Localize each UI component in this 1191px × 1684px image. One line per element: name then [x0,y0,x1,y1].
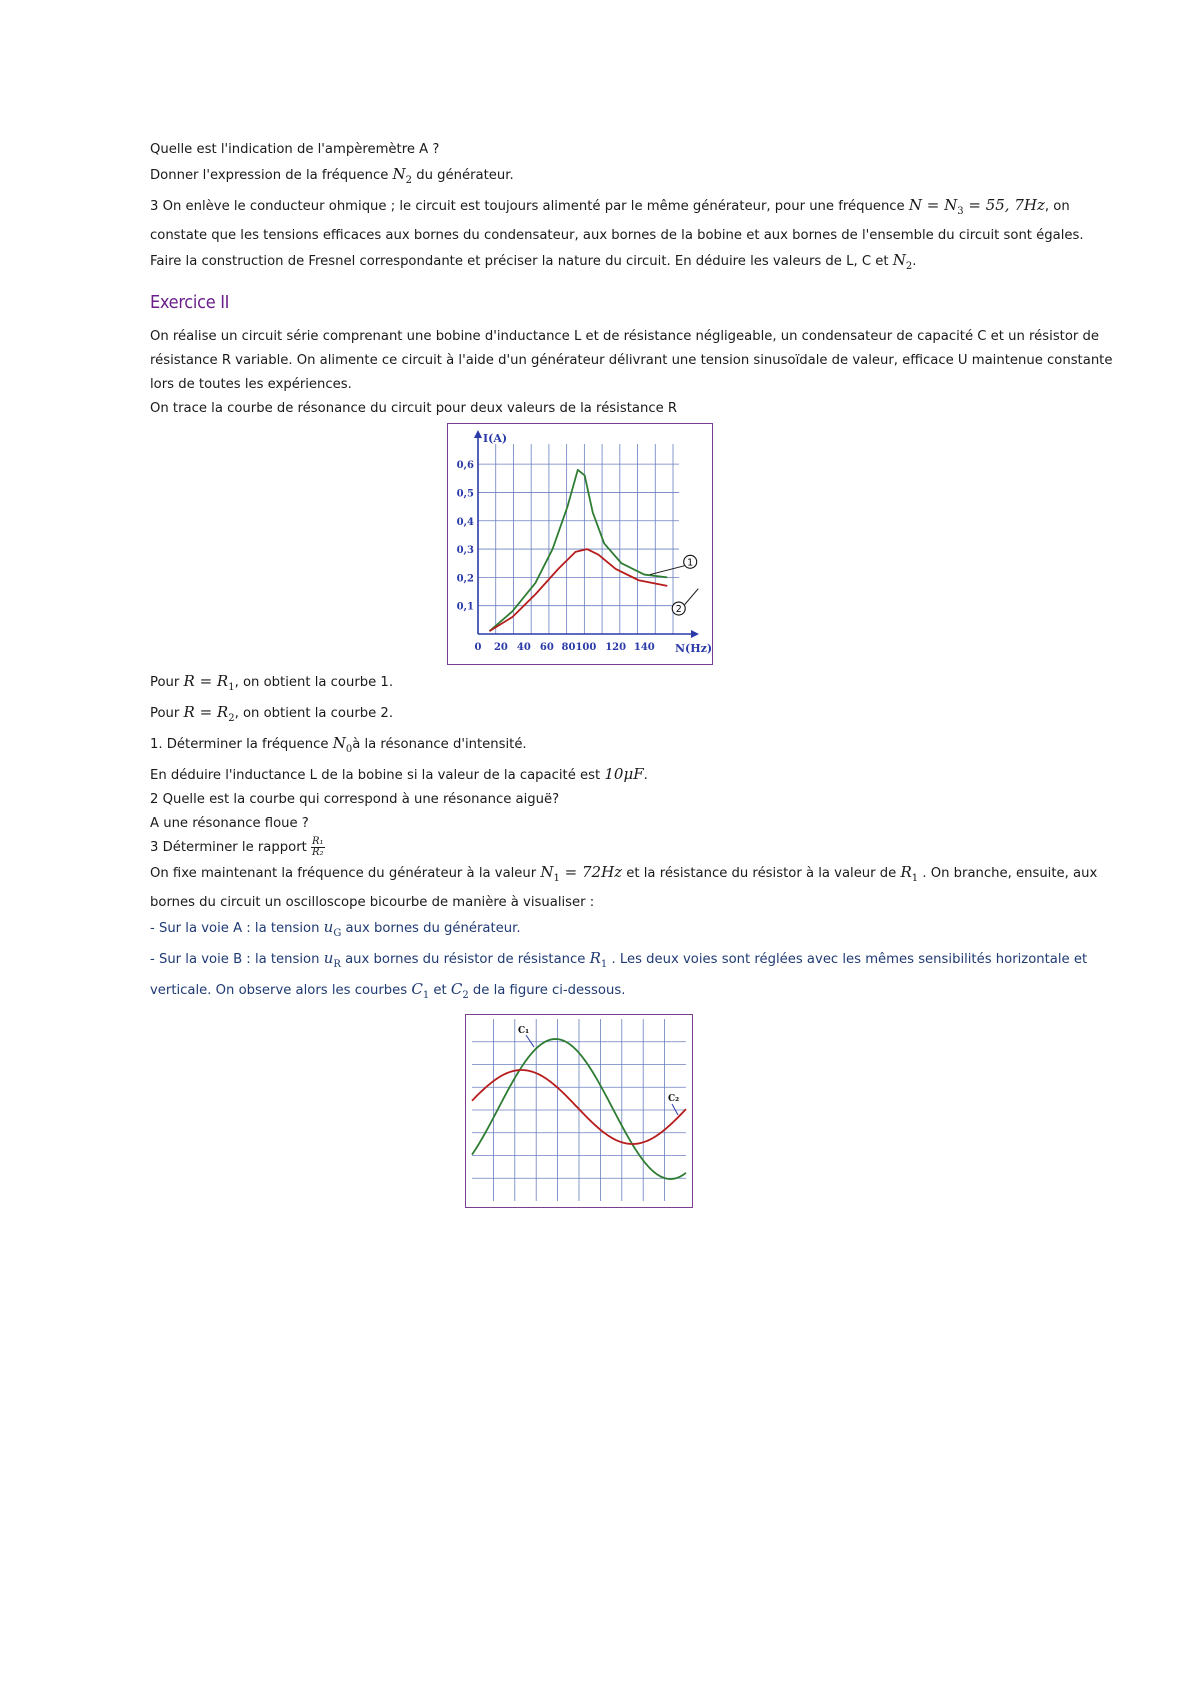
y-tick-label: 0,2 [456,573,474,585]
resonance-chart [447,423,713,665]
question-3-line1: 3 On enlève le conducteur ohmique ; le circuit est toujours alimenté par le même générateur, pour une fréquence $N = N_3 = 55$, 7Hz, on [150,196,1070,217]
question-1: 1. Déterminer la fréquence $N_0à$ la résonance d'intensité. [150,734,527,755]
oscillo-setup-1: On fixe maintenant la fréquence du générateur à la valeur $N_1 = 72Hz$ et la résistance du résistor à la valeur de $R_1$ . On branche, ensuite, aux [150,863,1098,884]
resonance-chart-svg [448,424,712,664]
question-3-line3: Faire la construction de Fresnel correspondante et préciser la nature du circuit. En déduire les valeurs de L, C et $N_2$. [150,251,917,272]
curve-marker-1-label: 1 [687,557,694,569]
document-page [150,138,1113,1212]
osc-label-c2: C₂ [668,1094,680,1104]
osc-pointer-c2 [672,1104,678,1115]
ratio-fraction: $\frac{\text{R₁}}{\text{R₂}}$ [312,835,324,858]
x-tick-label: 60 [539,642,554,653]
x-tick-label: 120 [605,642,627,653]
curve-2-statement: Pour $R = R_2$, on obtient la courbe 2. [150,703,394,724]
curve-marker-2-label: 2 [675,604,682,616]
x-tick-label: 20 [493,642,508,653]
exercise-intro-4: On trace la courbe de résonance du circuit pour deux valeurs de la résistance R [150,401,678,416]
channel-b: - Sur la voie B : la tension $u_R$ aux bornes du résistor de résistance $R_1$ . Les deux voies sont réglées avec les mêmes sensibilités horizontale et [150,949,1088,970]
y-tick-label: 0,3 [456,545,474,557]
osc-label-c1: C₁ [518,1026,530,1036]
channel-b-cont: verticale. On observe alors les courbes $C_1$ et $C_2$ de la figure ci-dessous. [150,980,626,1001]
x-tick-label: 140 [633,642,655,653]
question-2: 2 Quelle est la courbe qui correspond à une résonance aiguë? [150,792,560,807]
y-tick-label: 0,5 [456,488,474,500]
y-tick-label: 0,1 [456,601,474,613]
y-tick-label: 0,6 [456,460,474,472]
pointer-line-2 [685,589,699,605]
x-axis-arrow-icon [691,630,699,638]
series-line-2 [489,549,667,631]
y-tick-label: 0,4 [456,516,474,528]
y-axis-label: I(A) [483,432,508,445]
x-axis-label: N(Hz) [675,642,712,655]
osc-pointer-c1 [526,1035,534,1047]
x-tick-label: 80100 [561,642,597,653]
x-tick-label: 40 [516,642,531,653]
oscilloscope-figure [465,1014,693,1208]
exercise-title: Exercice II [150,292,230,313]
oscillo-setup-2: bornes du circuit un oscilloscope bicourbe de manière à visualiser : [150,895,595,910]
exercise-intro-1: On réalise un circuit série comprenant une bobine d'inductance L et de résistance négligeable, un condensateur de capacité C et un résistor de [150,329,1100,344]
question-1-deduce: En déduire l'inductance L de la bobine si la valeur de la capacité est 10μF. [150,765,648,783]
channel-a: - Sur la voie A : la tension $u_G$ aux bornes du générateur. [150,918,521,939]
question-3-ratio: 3 Déterminer le rapport $\frac{\text{R₁}}{\text{R₂}}$ [150,835,324,858]
question-3-line2: constate que les tensions efficaces aux bornes du condensateur, aux bornes de la bobine et aux bornes de l'ensemble du circuit sont égales. [150,228,1084,243]
question-ammeter: Quelle est l'indication de l'ampèremètre A ? [150,142,440,157]
exercise-intro-2: résistance R variable. On alimente ce circuit à l'aide d'un générateur délivrant une tension sinusoïdale de valeur, efficace U maintenue constante [150,353,1113,368]
question-2b: A une résonance floue ? [150,816,309,831]
curve-1-statement: Pour $R = R_1$, on obtient la courbe 1. [150,672,394,693]
y-axis-arrow-icon [474,430,482,438]
x-tick-label: 0 [474,642,482,653]
oscilloscope-svg [466,1015,692,1207]
question-frequency-n2: Donner l'expression de la fréquence $N_2$ du générateur. [150,165,514,186]
exercise-intro-3: lors de toutes les expériences. [150,377,352,392]
